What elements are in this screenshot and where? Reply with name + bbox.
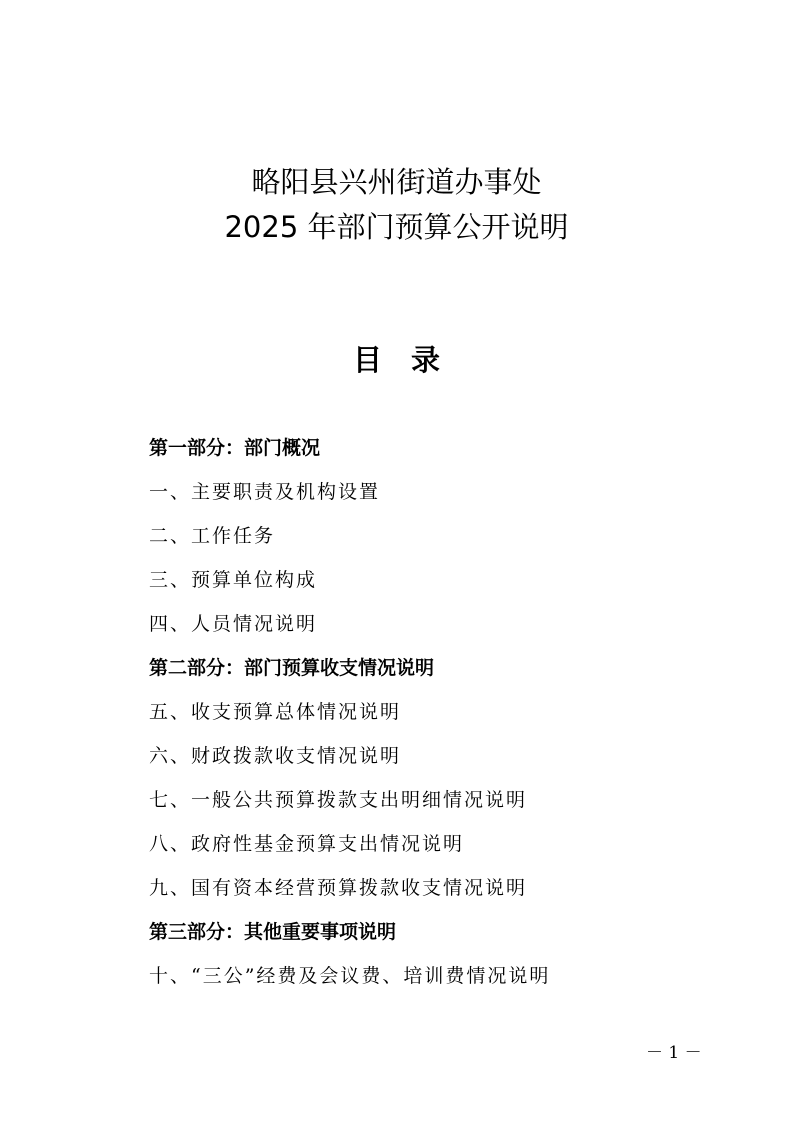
table-of-contents	[149, 433, 749, 1005]
toc-item-9: 九、国有资本经营预算拨款收支情况说明	[149, 877, 528, 899]
document-title-line-1: 略阳县兴州街道办事处	[251, 165, 542, 199]
toc-part-3: 第三部分：其他重要事项说明	[149, 921, 397, 943]
toc-item-1: 一、主要职责及机构设置	[149, 481, 381, 503]
toc-item-10: 十、“三公”经费及会议费、培训费情况说明	[149, 965, 551, 987]
toc-item-8: 八、政府性基金预算支出情况说明	[149, 833, 465, 855]
toc-item-6: 六、财政拨款收支情况说明	[149, 745, 402, 767]
toc-item-3: 三、预算单位构成	[149, 569, 318, 591]
toc-item-5: 五、收支预算总体情况说明	[149, 701, 402, 723]
toc-heading: 目 录	[352, 343, 440, 377]
toc-item-7: 七、一般公共预算拨款支出明细情况说明	[149, 789, 528, 811]
page-number: － 1 －	[646, 1043, 702, 1063]
toc-item-4: 四、人员情况说明	[149, 613, 318, 635]
document-title-line-2: 2025 年部门预算公开说明	[224, 210, 569, 244]
toc-part-2: 第二部分：部门预算收支情况说明	[149, 657, 435, 679]
toc-part-1: 第一部分：部门概况	[149, 437, 321, 459]
toc-item-2: 二、工作任务	[149, 525, 276, 547]
